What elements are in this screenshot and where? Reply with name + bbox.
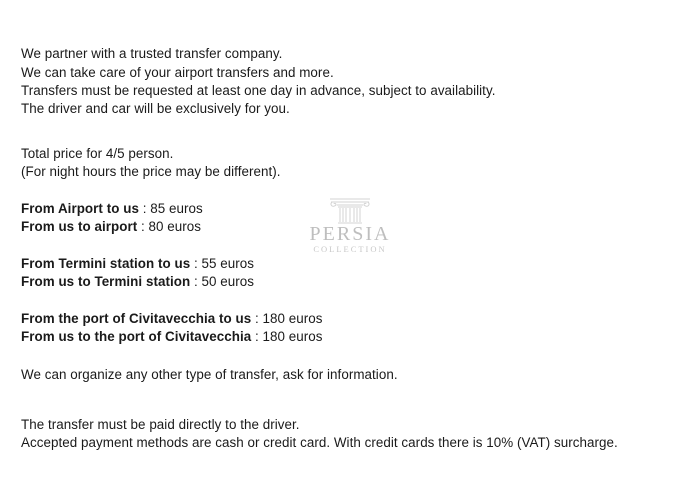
route-us-to-civitavecchia	[21, 328, 323, 345]
route-separator: :	[138, 201, 151, 216]
route-label: From us to airport	[21, 219, 138, 234]
route-price: 80 euros	[148, 219, 202, 234]
route-price: 180 euros	[262, 311, 323, 326]
route-separator: :	[251, 329, 263, 344]
route-label: From us to the port of Civitavecchia	[21, 329, 252, 344]
intro-line-4: The driver and car will be exclusively for you.	[21, 101, 290, 116]
payment-line-2: Accepted payment methods are cash or credit card. With credit cards there is 10% (VAT) surcharge.	[21, 435, 618, 450]
route-separator: :	[190, 274, 202, 289]
other-transfers-text: We can organize any other type of transfer, ask for information.	[21, 367, 398, 382]
route-civitavecchia-to-us	[21, 310, 323, 327]
route-separator: :	[251, 311, 263, 326]
route-label: From the port of Civitavecchia to us	[21, 311, 252, 326]
route-price: 50 euros	[201, 274, 255, 289]
route-separator: :	[137, 219, 149, 234]
watermark-title: PERSIA	[309, 223, 391, 245]
route-price: 85 euros	[150, 201, 203, 216]
route-price: 55 euros	[201, 256, 255, 271]
route-label: From us to Termini station	[21, 274, 191, 289]
persia-collection-watermark	[300, 196, 400, 260]
watermark-subtitle: COLLECTION	[313, 244, 387, 254]
route-separator: :	[190, 256, 202, 271]
price-note-line-2: (For night hours the price may be different).	[21, 164, 281, 179]
route-price: 180 euros	[262, 329, 323, 344]
route-termini-to-us	[21, 255, 254, 272]
intro-line-1: We partner with a trusted transfer company.	[21, 46, 283, 61]
route-label: From Airport to us	[21, 201, 139, 216]
route-label: From Termini station to us	[21, 256, 191, 271]
intro-line-3: Transfers must be requested at least one day in advance, subject to availability.	[21, 83, 496, 98]
route-us-to-airport	[21, 218, 201, 235]
price-note-line-1: Total price for 4/5 person.	[21, 146, 174, 161]
intro-line-2: We can take care of your airport transfers and more.	[21, 65, 334, 80]
route-airport-to-us	[21, 200, 203, 217]
route-us-to-termini	[21, 273, 254, 290]
payment-line-1: The transfer must be paid directly to the driver.	[21, 417, 300, 432]
column-capital-icon	[328, 196, 372, 224]
